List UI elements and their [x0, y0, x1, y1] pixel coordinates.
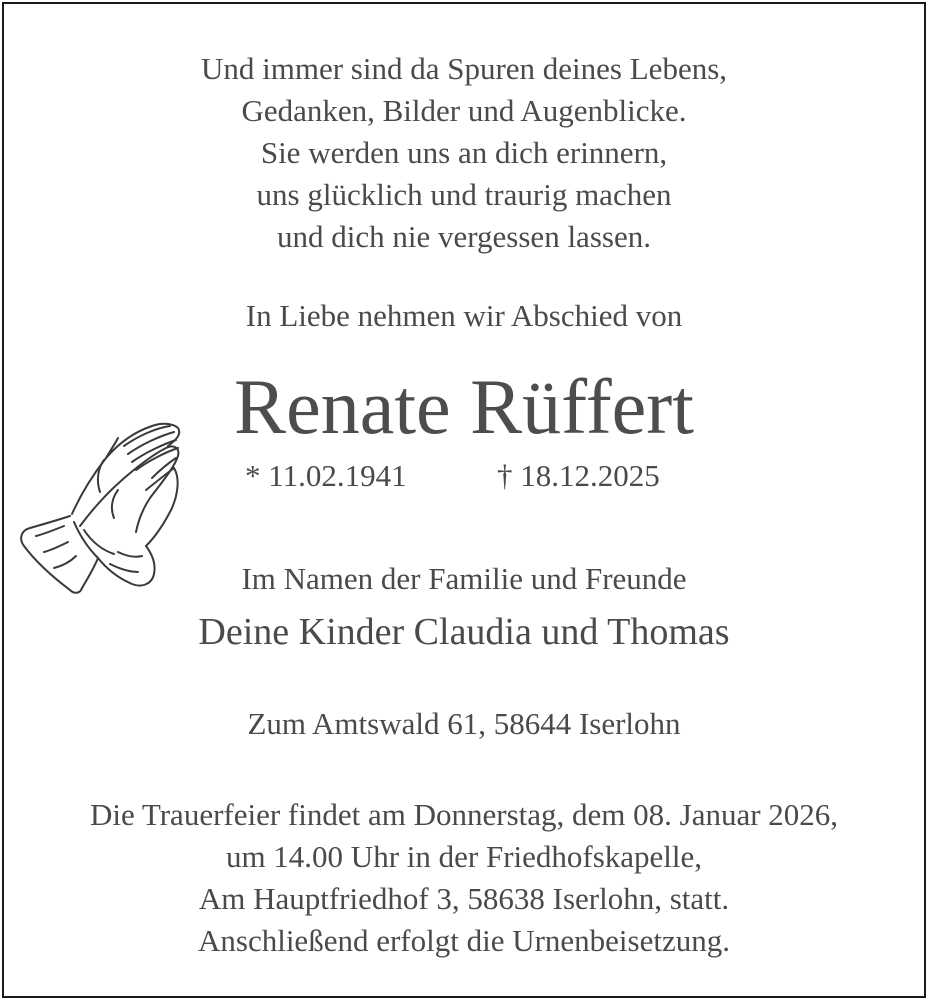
mourner-address: Zum Amtswald 61, 58644 Iserlohn — [247, 706, 681, 741]
poem-line: Gedanken, Bilder und Augenblicke. — [241, 93, 687, 128]
service-line: Die Trauerfeier findet am Donnerstag, dem 08. Januar 2026, — [89, 797, 839, 832]
poem-line: uns glücklich und traurig machen — [256, 177, 672, 212]
service-details — [0, 794, 928, 962]
service-line: um 14.00 Uhr in der Friedhofskapelle, — [225, 839, 703, 874]
death-date: † 18.12.2025 — [497, 458, 660, 493]
poem-line: und dich nie vergessen lassen. — [277, 219, 651, 254]
poem — [0, 48, 928, 258]
service-line: Am Hauptfriedhof 3, 58638 Iserlohn, statt. — [198, 881, 730, 916]
family-names: Deine Kinder Claudia und Thomas — [198, 611, 730, 653]
deceased-name: Renate Rüffert — [234, 363, 694, 450]
birth-date: * 11.02.1941 — [245, 458, 407, 493]
service-line: Anschließend erfolgt die Urnenbeisetzung. — [198, 923, 730, 958]
poem-line: Sie werden uns an dich erinnern, — [260, 135, 668, 170]
family-intro: Im Namen der Familie und Freunde — [241, 561, 687, 596]
poem-line: Und immer sind da Spuren deines Lebens, — [200, 51, 728, 86]
farewell-intro: In Liebe nehmen wir Abschied von — [245, 298, 683, 333]
